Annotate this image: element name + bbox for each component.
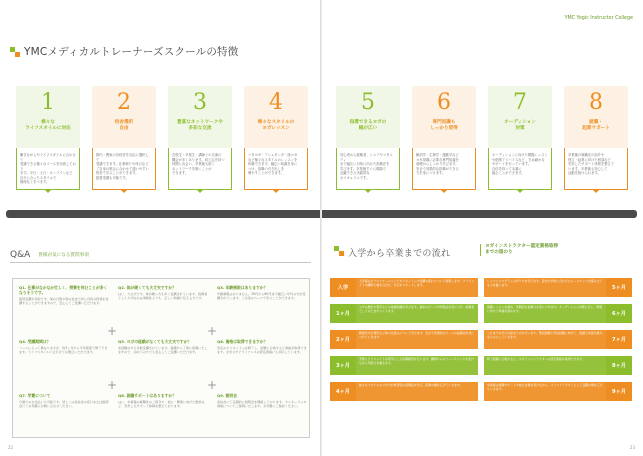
flow-step-text: これまでの学びの総まとめを行います。筆記試験と実技試験に向けて、知識と技術を確かなものにしていきます。 — [484, 330, 606, 349]
feature-card — [336, 86, 400, 190]
feature-number: 1 — [41, 90, 55, 115]
qa-question: Q8. 就職サポートはありますか？ — [118, 393, 176, 398]
feature-card-head — [564, 86, 628, 148]
feature-body: 働きながらやライフスタイルに合わせて 受講できる様々なコースを用意しており ます。平日・土日・オンラインなど 自分に合ったスタイルで 無理なく学べます。 — [16, 148, 80, 190]
feature-title-row — [10, 44, 238, 59]
qa-item — [118, 393, 208, 409]
flow-step-tag: 5ヶ月 — [606, 278, 632, 297]
feature-card-head — [488, 86, 552, 148]
feature-card-head — [244, 86, 308, 148]
section-bar — [6, 210, 321, 218]
brand-name: YMC Yogic Instructor College — [564, 16, 633, 21]
feature-card — [16, 86, 80, 190]
qa-answer: はい、卒業後の就職先のご紹介や、独立・開業に向けた相談など、充実したサポート体制を整えております。 — [118, 400, 205, 409]
feature-label: オーディション 対策 — [504, 120, 536, 132]
feature-number: 2 — [117, 90, 131, 115]
qa-answer: 各校舎にて定期的に説明会を開催しております。カリキュラムや資格についてご説明いたします。お気軽にご参加ください。 — [217, 400, 307, 409]
qa-answer: 分割でのお支払いも可能です。詳しくは各校舎の窓口または説明会にてお気軽にお問い合わせください。 — [19, 400, 109, 409]
feature-number: 5 — [361, 90, 375, 115]
qa-header — [10, 250, 89, 260]
flow-step-tag: 7ヶ月 — [606, 330, 632, 349]
qa-item — [118, 285, 208, 301]
square-mark-icon — [334, 246, 344, 256]
qa-question: Q1. 仕事がなかなか忙しく、授業を休むことが多くなりそうです。 — [19, 285, 108, 295]
feature-label: 様々なスタイルの ヨガレッスン — [257, 120, 295, 132]
feature-label: 専門知識も しっかり習得 — [430, 120, 458, 132]
qa-question: Q5. ヨガの経験がなくても大丈夫ですか？ — [118, 339, 192, 344]
flow-step-tag: 2ヶ月 — [330, 330, 356, 349]
flow-row — [330, 330, 478, 349]
feature-card — [412, 86, 476, 190]
flow-step-text: 入学後はオリエンテーションでカリキュラムや受講の流れについて説明します。クラスメイトや講師と顔を合わせ、学びをスタートします。 — [356, 278, 478, 297]
flow-row — [484, 278, 632, 297]
qa-subtitle: 皆様が気になる質問事項 — [38, 253, 89, 258]
feature-body: 卒業後の就職先の紹介や 独立・起業に向けた相談など 充実したサポート体制を整えて います。卒業後も安心して 活動を続けられます。 — [564, 148, 628, 190]
flow-title: 入学から卒業までの流れ — [348, 249, 451, 259]
qa-answer: 年齢制限はありません。20代から60代まで幅広い年代の方が受講されています。ご自身のペースで学ぶことができます。 — [217, 292, 306, 301]
right-page — [322, 0, 643, 456]
chevron-down-icon — [45, 190, 51, 193]
flow-step-text: 模擬レッスンを重ね、実践的な指導力を身につけます。オーディション対策も行い、現場に向けて準備を進めます。 — [484, 304, 606, 323]
flow-step-text: 様々なスタイルのヨガや対象者別の指導法を学び、指導の幅を広げていきます。 — [356, 382, 478, 401]
divider — [10, 262, 311, 263]
flow-step-tag: 6ヶ月 — [606, 304, 632, 323]
qa-question: Q3. 年齢制限はありますか？ — [217, 285, 268, 290]
feature-card — [244, 86, 308, 190]
chevron-down-icon — [121, 190, 127, 193]
flow-row — [484, 330, 632, 349]
feature-body: 解剖学・生理学・運動学など ヨガ指導に必要な専門知識を 基礎からしっかり学びます。 安全で効果的な指導ができる 力を身につけます。 — [412, 148, 476, 190]
flow-row — [484, 356, 632, 375]
qa-item — [19, 393, 109, 409]
flow-step-tag: 4ヶ月 — [330, 382, 356, 401]
left-page — [0, 0, 321, 456]
feature-card — [168, 86, 232, 190]
flow-row — [330, 304, 478, 323]
qa-answer: はい、大丈夫です。体が硬い方も多く受講されています。指導者として大切なのは柔軟性よりも、正しい知識と伝える力です。 — [118, 292, 208, 301]
flow-step-text: 解剖学や生理学など体の仕組みについて学びます。安全で効果的なポーズの指導法を身につけていきます。 — [356, 330, 478, 349]
feature-card-head — [168, 86, 232, 148]
feature-number: 4 — [269, 90, 283, 115]
flow-step-tag: 入学 — [330, 278, 356, 297]
flow-step-text: レッスンプログラムの作り方を学びます。目的や対象に合わせたシークエンスを組み立てる力を養います。 — [484, 278, 606, 297]
feature-card-head — [336, 86, 400, 148]
section-bar — [322, 210, 637, 218]
feature-card — [488, 86, 552, 190]
flow-step-text: 実際にクラスメイトを相手にした指導練習を行います。講師からのフィードバックを受けながら実践力を磨きます。 — [356, 356, 478, 375]
feature-label: 様々な ライフスタイルに対応 — [25, 120, 71, 132]
qa-answer: 未経験の方も多数受講されています。基礎から丁寧に指導いたしますので、初めての方でも安心してご受講いただけます。 — [118, 346, 208, 355]
plus-icon: + — [207, 378, 218, 392]
feature-label: 豊富なネットワークや 多彩な交流 — [177, 120, 223, 132]
flow-row — [484, 382, 632, 401]
flow-step-text: 卒業後は就職サポートや独立支援を受けながら、インストラクターとして活躍の場を広げていきます。 — [484, 382, 606, 401]
chevron-down-icon — [441, 190, 447, 193]
feature-label: 校舎選択 自由 — [114, 120, 134, 132]
qa-answer: コースによって異なりますが、約3ヶ月から半年程度で修了できます。ライフスタイルに合わせてお選びいただけます。 — [19, 346, 108, 355]
chevron-down-icon — [197, 190, 203, 193]
qa-question: Q2. 体が硬くても大丈夫ですか？ — [118, 285, 176, 290]
chevron-down-icon — [273, 190, 279, 193]
flow-row — [330, 356, 478, 375]
flow-side-title: ヨガインストラクター認定資格取得 までの道のり — [480, 244, 630, 256]
feature-card — [92, 86, 156, 190]
feature-label: 指導できるヨガの 幅が広い — [349, 120, 387, 132]
flow-step-text: 修了試験に合格すると、ヨガインストラクターの認定資格を取得できます。 — [484, 356, 606, 375]
chevron-down-icon — [517, 190, 523, 193]
feature-card-head — [16, 86, 80, 148]
qa-question: Q7. 学費について — [19, 393, 51, 398]
feature-number: 8 — [589, 90, 603, 115]
qa-item — [19, 285, 109, 306]
flow-step-tag: 9ヶ月 — [606, 382, 632, 401]
feature-body: オーディションに向けた模擬レッスン や個別アドバイスなど、きめ細かな サポートを行っています。 自信を持って本番に 臨むことができます。 — [488, 148, 552, 190]
flow-step-tag: 1ヶ月 — [330, 304, 356, 323]
feature-body: ハタヨガ・アシュタンガ・陰ヨガ など様々なスタイルのレッスンを 体験できます。幅広い知識を身に つけ、指導の引き出しを 増やすことができます。 — [244, 148, 308, 190]
feature-card-head — [412, 86, 476, 148]
qa-question: Q6. 資格は取得できますか？ — [217, 339, 268, 344]
feature-card — [564, 86, 628, 190]
qa-question: Q9. 説明会 — [217, 393, 238, 398]
feature-body: 在校生・卒業生・講師との交流の 機会が多くあります。同じ志を持つ 仲間と出会い、卒業後も続く ネットワークを築くことが できます。 — [168, 148, 232, 190]
flow-row — [330, 382, 478, 401]
feature-card-head — [92, 86, 156, 148]
chevron-down-icon — [593, 190, 599, 193]
page-number-left: 22 — [8, 445, 14, 450]
qa-item — [19, 339, 109, 355]
qa-item — [217, 339, 307, 355]
flow-row — [484, 304, 632, 323]
flow-step-text: ヨガの歴史や哲学などの基礎知識を学びます。基本のポーズや呼吸法を身につけ、指導者としての土台をつくります。 — [356, 304, 478, 323]
feature-body: 初心者から経験者、シニアやマタニティ まで幅広い対象に向けた指導法を 学びます。卒業後すぐに現場で 活躍できる実践的な カリキュラムです。 — [336, 148, 400, 190]
plus-icon: + — [107, 378, 118, 392]
qa-question: Q4. 受講期間は？ — [19, 339, 51, 344]
qa-item — [118, 339, 208, 355]
feature-number: 3 — [193, 90, 207, 115]
flow-step-tag: 3ヶ月 — [330, 356, 356, 375]
flow-step-tag: 8ヶ月 — [606, 356, 632, 375]
feature-label: 就職・ 起業サポート — [582, 120, 610, 132]
feature-number: 6 — [437, 90, 451, 115]
qa-item — [217, 393, 307, 409]
square-mark-icon — [10, 47, 20, 57]
page-number-right: 23 — [629, 445, 635, 450]
flow-row — [330, 278, 478, 297]
qa-answer: 所定のカリキュラムを修了し、試験に合格すると資格が取得できます。全米ヨガアライアンスの認定資格にも対応しています。 — [217, 346, 307, 355]
plus-icon: + — [107, 324, 118, 338]
qa-title: Q&A — [10, 250, 31, 260]
feature-number: 7 — [513, 90, 527, 115]
feature-title: YMCメディカルトレーナーズスクールの特徴 — [24, 46, 239, 58]
qa-item — [217, 285, 307, 301]
qa-box — [12, 278, 310, 438]
feature-body: 都内・関東の各校舎を自由に選択して 受講できます。仕事帰りや休日など ご自身の都合に合わせて通いやすい 校舎で学ぶことができます。 振替受講も可能です。 — [92, 148, 156, 190]
qa-answer: 振替受講が可能です。別の日程や別の校舎で同じ内容の授業を受講することができますので、安心してご受講いただけます。 — [19, 297, 109, 306]
chevron-down-icon — [365, 190, 371, 193]
plus-icon: + — [207, 324, 218, 338]
